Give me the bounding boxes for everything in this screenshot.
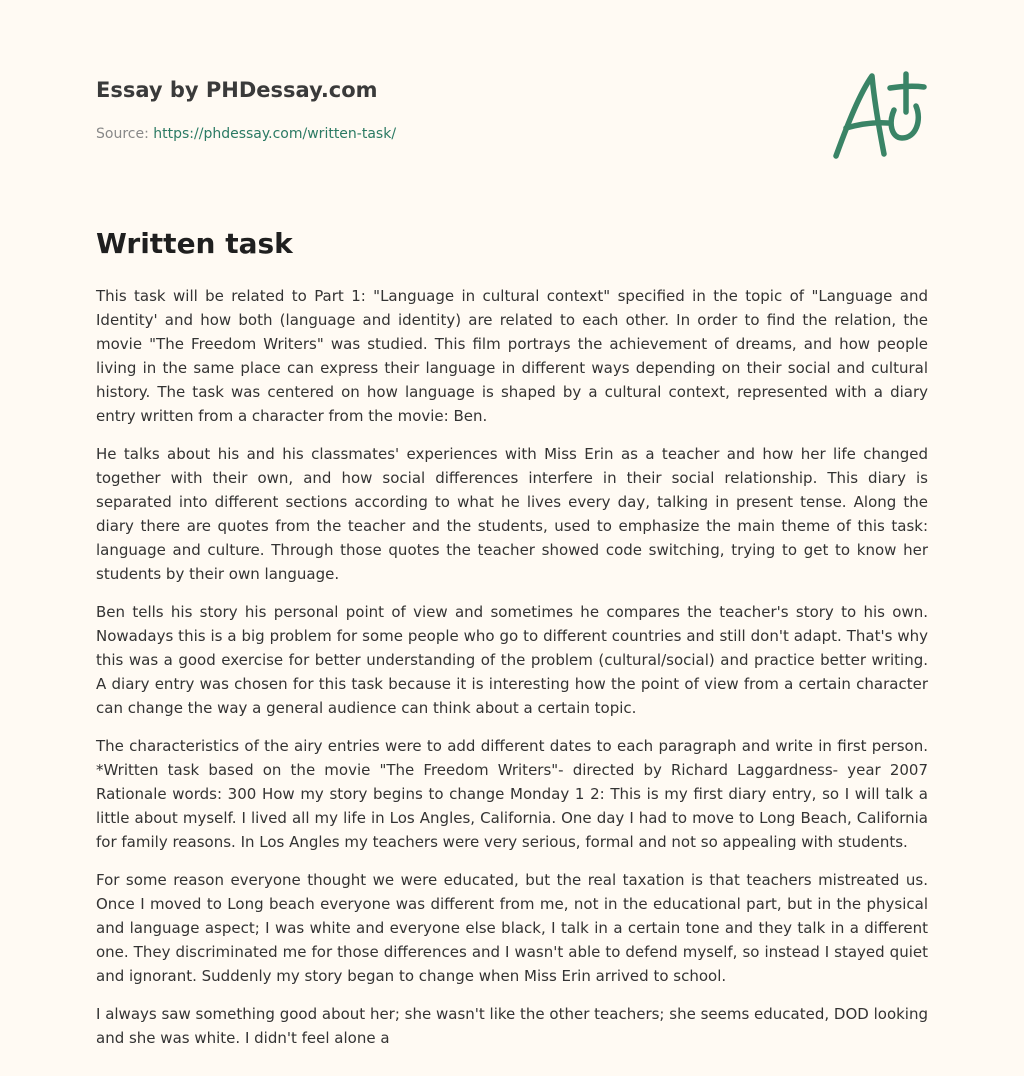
essay-body: [96, 284, 928, 1064]
a-plus-grade-logo-icon: [828, 68, 928, 164]
essay-paragraph: He talks about his and his classmates' experiences with Miss Erin as a teacher and how her life changed together with their own, and how social differences interfere in their social relationship. This diary is separated into different sections according to what he lives every day, talking in present tense. Along the diary there are quotes from the teacher and the students, used to emphasize the main theme of this task: language and culture. Through those quotes the teacher showed code switching, trying to get to know her students by their own language.: [96, 445, 928, 583]
essay-paragraph: I always saw something good about her; she wasn't like the other teachers; she seems educated, DOD looking and she was white. I didn't feel alone a: [96, 1005, 928, 1047]
essay-paragraph: Ben tells his story his personal point of view and sometimes he compares the teacher's story to his own. Nowadays this is a big problem for some people who go to different countries and still don't adapt. That's why this was a good exercise for better understanding of the problem (cultural/social) and practice better writing. A diary entry was chosen for this task because it is interesting how the point of view from a certain character can change the way a general audience can think about a certain topic.: [96, 603, 928, 717]
source-line: [96, 124, 928, 144]
essay-paragraph: The characteristics of the airy entries were to add different dates to each paragraph and write in first person. *Written task based on the movie "The Freedom Writers"- directed by Richard Laggardness- year 2007 Rationale words: 300 How my story begins to change Monday 1 2: This is my first diary entry, so I will talk a little about myself. I lived all my life in Los Angles, California. One day I had to move to Long Beach, California for family reasons. In Los Angles my teachers were very serious, formal and not so appealing with students.: [96, 737, 928, 851]
essay-title: Written task: [96, 227, 293, 260]
essay-paragraph: This task will be related to Part 1: "Language in cultural context" specified in the topic of "Language and Identity' and how both (language and identity) are related to each other. In order to find the relation, the movie "The Freedom Writers" was studied. This film portrays the achievement of dreams, and how people living in the same place can express their language in different ways depending on their social and cultural history. The task was centered on how language is shaped by a cultural context, represented with a diary entry written from a character from the movie: Ben.: [96, 287, 928, 425]
source-label: Source:: [96, 126, 149, 142]
essay-paragraph: For some reason everyone thought we were educated, but the real taxation is that teachers mistreated us. Once I moved to Long beach everyone was different from me, not in the educational part, but in the physical and language aspect; I was white and everyone else black, I talk in a certain tone and they talk in a different one. They discriminated me for those differences and I wasn't able to defend myself, so instead I stayed quiet and ignorant. Suddenly my story began to change when Miss Erin arrived to school.: [96, 871, 928, 985]
brand-title: Essay by PHDessay.com: [96, 78, 378, 102]
source-link[interactable]: https://phdessay.com/written-task/: [153, 126, 397, 142]
essay-header: [96, 74, 928, 174]
